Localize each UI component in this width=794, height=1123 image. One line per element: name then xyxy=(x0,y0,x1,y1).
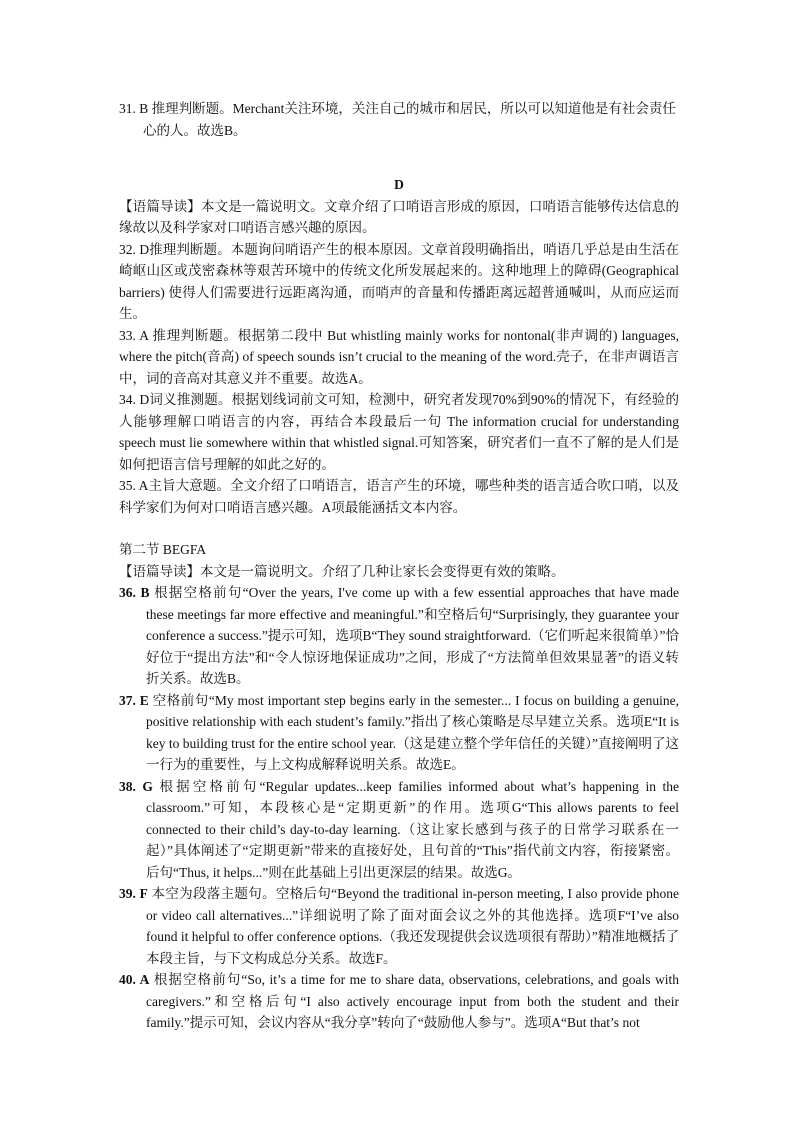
q39-number: 39. F xyxy=(119,886,148,901)
q36-explanation xyxy=(119,582,679,690)
q40-explanation xyxy=(119,969,679,1034)
q37-explanation xyxy=(119,690,679,776)
q37-number: 37. E xyxy=(119,692,149,708)
q34-explanation: 34. D词义推测题。根据划线词前文可知，检测中，研究者发现70%到90%的情况下，有经验的人能够理解口哨语言的内容，再结合本段最后一句 The information crucial for understanding speech must lie somewhere within that whistled signal.可知答案，研究者们一直不了解的是人们是如何把语言信号理解的如此之好的。 xyxy=(119,392,679,472)
q36-number: 36. B xyxy=(119,585,150,600)
q39-explanation xyxy=(119,883,679,969)
q35-explanation: 35. A主旨大意题。全文介绍了口哨语言，语言产生的环境，哪些种类的语言适合吹口哨，以及科学家们为何对口哨语言感兴趣。A项最能涵括文本内容。 xyxy=(119,478,679,515)
q38-text: 根据空格前句“Regular updates...keep families informed about what’s happening in the classroom.”可知，本段核心是“定期更新”的作用。选项G“This allows parents to feel connected to their child’s day-to-day learning.（这让家长感到与孩子的日常学习联系在一起）”具体阐述了“定期更新”带来的直接好处，且句首的“This”指代前文内容，衔接紧密。后句“Thus, it helps...”则在此基础上引出更深层的结果。故选G。 xyxy=(146,778,679,880)
section-d-heading: D xyxy=(394,177,404,192)
q33-explanation: 33. A 推理判断题。根据第二段中 But whistling mainly works for nontonal(非声调的) languages, where the pitch(音高) of speech sounds isn’t crucial to the meaning of the word.壳子，在非声调语言中，词的音高对其意义并不重要。故选A。 xyxy=(119,327,679,386)
q37-text: 空格前句“My most important step begins early in the semester... I focus on building a genuine, positive relationship with each student’s family.”指出了核心策略是尽早建立关系。选项E“It is key to building trust for the entire school year.（这是建立整个学年信任的关键）”直接阐明了这一行为的重要性，与上文构成解释说明关系。故选E。 xyxy=(146,692,679,772)
q38-number: 38. G xyxy=(119,778,153,794)
q32-explanation: 32. D推理判断题。本题询问哨语产生的根本原因。文章首段明确指出，哨语几乎总是由生活在崎岖山区或茂密森林等艰苦环境中的传统文化所发展起来的。这种地理上的障碍(Geographical barriers) 使得人们需要进行远距离沟通，而哨声的音量和传播距离远超普通喊叫，从而应运而生。 xyxy=(119,241,679,321)
answer-key-page xyxy=(119,98,679,1034)
q40-text: 根据空格前句“So, it’s a time for me to share data, observations, celebrations, and goals with caregivers.”和空格后句“I also actively encourage input from both the student and their family.”提示可知，会议内容从“我分享”转向了“鼓励他人参与”。选项A“But that’s not xyxy=(146,972,679,1030)
section-2-guide: 【语篇导读】本文是一篇说明文。介绍了几种让家长会变得更有效的策略。 xyxy=(119,563,565,579)
spacer xyxy=(119,141,679,174)
q38-explanation xyxy=(119,776,679,884)
q31-explanation: 31. B 推理判断题。Merchant关注环境，关注自己的城市和居民，所以可以知道他是有社会责任心的人。故选B。 xyxy=(119,101,676,138)
q36-text: 根据空格前句“Over the years, I've come up with a few essential approaches that have made these meetings far more effective and meaningful.”和空格后句“Surprisingly, they guarantee your conference a success.”提示可知，选项B“They sound straightforward.（它们听起来很简单）”恰好位于“提出方法”和“令人惊讶地保证成功”之间，形成了“方法简单但效果显著”的语义转折关系。故选B。 xyxy=(146,585,679,686)
q40-number: 40. A xyxy=(119,972,150,987)
section-2-heading: 第二节 BEGFA xyxy=(119,542,207,557)
spacer xyxy=(119,518,679,539)
section-d-guide: 【语篇导读】本文是一篇说明文。文章介绍了口哨语言形成的原因，口哨语言能够传达信息的缘故以及科学家对口哨语言感兴趣的原因。 xyxy=(119,198,679,235)
q39-text: 本空为段落主题句。空格后句“Beyond the traditional in-person meeting, I also provide phone or video call alternatives...”详细说明了除了面对面会议之外的其他选择。选项F“I’ve also found it helpful to offer conference options.（我还发现提供会议选项很有帮助）”精准地概括了本段主旨，与下文构成总分关系。故选F。 xyxy=(146,886,679,966)
